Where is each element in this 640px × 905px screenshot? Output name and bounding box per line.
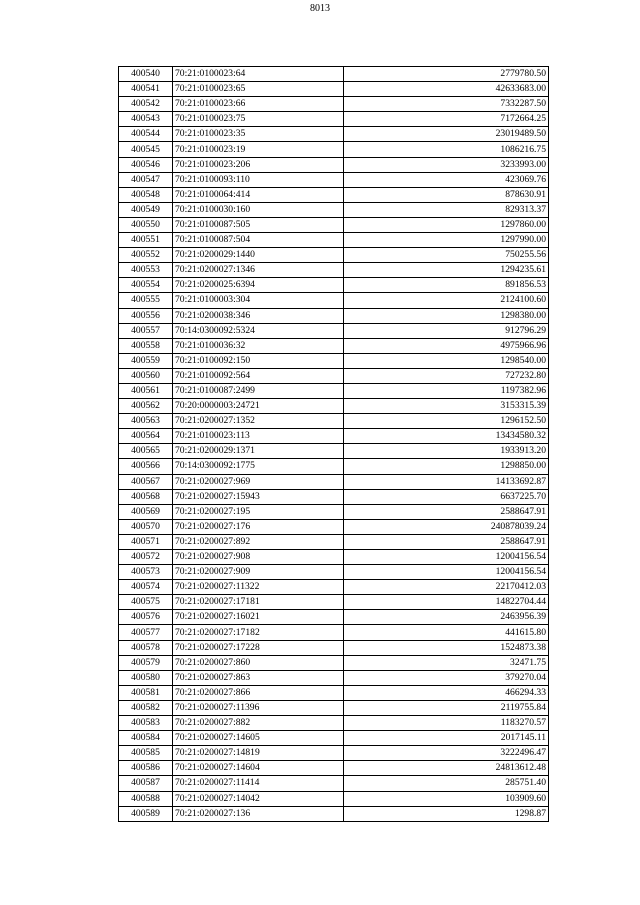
row-number-cell: 400558 <box>119 338 173 353</box>
cadastral-number-cell: 70:21:0100023:113 <box>173 429 344 444</box>
table-row <box>119 97 549 112</box>
value-cell: 22170412.03 <box>344 580 549 595</box>
cadastral-number-cell: 70:21:0100064:414 <box>173 187 344 202</box>
table-row <box>119 429 549 444</box>
cadastral-number-cell: 70:21:0200027:136 <box>173 806 344 821</box>
cadastral-number-cell: 70:21:0100092:150 <box>173 353 344 368</box>
table-row <box>119 655 549 670</box>
value-cell: 42633683.00 <box>344 82 549 97</box>
row-number-cell: 400547 <box>119 172 173 187</box>
value-cell: 1298380.00 <box>344 308 549 323</box>
table-row <box>119 263 549 278</box>
cadastral-number-cell: 70:21:0200027:14605 <box>173 731 344 746</box>
value-cell: 829313.37 <box>344 202 549 217</box>
row-number-cell: 400568 <box>119 489 173 504</box>
cadastral-number-cell: 70:21:0200027:11396 <box>173 700 344 715</box>
row-number-cell: 400587 <box>119 776 173 791</box>
cadastral-number-cell: 70:21:0200027:11322 <box>173 580 344 595</box>
cadastral-number-cell: 70:21:0100023:65 <box>173 82 344 97</box>
row-number-cell: 400549 <box>119 202 173 217</box>
table-row <box>119 595 549 610</box>
cadastral-number-cell: 70:21:0200025:6394 <box>173 278 344 293</box>
value-cell: 2463956.39 <box>344 610 549 625</box>
row-number-cell: 400581 <box>119 685 173 700</box>
value-cell: 1294235.61 <box>344 263 549 278</box>
table-row <box>119 791 549 806</box>
row-number-cell: 400570 <box>119 519 173 534</box>
table-row <box>119 519 549 534</box>
row-number-cell: 400588 <box>119 791 173 806</box>
table-row <box>119 504 549 519</box>
row-number-cell: 400554 <box>119 278 173 293</box>
row-number-cell: 400567 <box>119 474 173 489</box>
cadastral-number-cell: 70:21:0200027:863 <box>173 670 344 685</box>
cadastral-number-cell: 70:21:0200027:176 <box>173 519 344 534</box>
cadastral-number-cell: 70:14:0300092:5324 <box>173 323 344 338</box>
table-row <box>119 233 549 248</box>
table-row <box>119 550 549 565</box>
table-row <box>119 338 549 353</box>
value-cell: 3222496.47 <box>344 746 549 761</box>
value-cell: 240878039.24 <box>344 519 549 534</box>
table-row <box>119 700 549 715</box>
row-number-cell: 400561 <box>119 383 173 398</box>
cadastral-number-cell: 70:21:0200027:11414 <box>173 776 344 791</box>
table-row <box>119 82 549 97</box>
table-row <box>119 67 549 82</box>
row-number-cell: 400584 <box>119 731 173 746</box>
row-number-cell: 400548 <box>119 187 173 202</box>
cadastral-number-cell: 70:21:0200027:14819 <box>173 746 344 761</box>
table-row <box>119 474 549 489</box>
cadastral-number-cell: 70:21:0100023:66 <box>173 97 344 112</box>
value-cell: 1298.87 <box>344 806 549 821</box>
row-number-cell: 400540 <box>119 67 173 82</box>
row-number-cell: 400575 <box>119 595 173 610</box>
cadastral-number-cell: 70:20:0000003:24721 <box>173 399 344 414</box>
cadastral-number-cell: 70:21:0200027:1346 <box>173 263 344 278</box>
value-cell: 912796.29 <box>344 323 549 338</box>
cadastral-number-cell: 70:21:0100093:110 <box>173 172 344 187</box>
table-row <box>119 670 549 685</box>
cadastral-number-cell: 70:21:0100023:64 <box>173 67 344 82</box>
table-row <box>119 323 549 338</box>
row-number-cell: 400589 <box>119 806 173 821</box>
value-cell: 32471.75 <box>344 655 549 670</box>
value-cell: 441615.80 <box>344 625 549 640</box>
cadastral-number-cell: 70:21:0100087:505 <box>173 217 344 232</box>
table-row <box>119 368 549 383</box>
cadastral-value-table <box>118 66 549 822</box>
value-cell: 1296152.50 <box>344 414 549 429</box>
cadastral-number-cell: 70:21:0200027:17228 <box>173 640 344 655</box>
cadastral-number-cell: 70:21:0100030:160 <box>173 202 344 217</box>
cadastral-number-cell: 70:21:0200027:195 <box>173 504 344 519</box>
row-number-cell: 400543 <box>119 112 173 127</box>
cadastral-number-cell: 70:21:0200027:17181 <box>173 595 344 610</box>
value-cell: 1086216.75 <box>344 142 549 157</box>
value-cell: 2588647.91 <box>344 534 549 549</box>
row-number-cell: 400546 <box>119 157 173 172</box>
table-row <box>119 565 549 580</box>
row-number-cell: 400583 <box>119 716 173 731</box>
value-cell: 750255.56 <box>344 248 549 263</box>
table-row <box>119 731 549 746</box>
row-number-cell: 400569 <box>119 504 173 519</box>
value-cell: 2588647.91 <box>344 504 549 519</box>
row-number-cell: 400563 <box>119 414 173 429</box>
table-row <box>119 414 549 429</box>
table-row <box>119 610 549 625</box>
value-cell: 466294.33 <box>344 685 549 700</box>
row-number-cell: 400579 <box>119 655 173 670</box>
cadastral-number-cell: 70:21:0200029:1440 <box>173 248 344 263</box>
row-number-cell: 400572 <box>119 550 173 565</box>
row-number-cell: 400559 <box>119 353 173 368</box>
cadastral-number-cell: 70:21:0100023:35 <box>173 127 344 142</box>
row-number-cell: 400553 <box>119 263 173 278</box>
value-cell: 285751.40 <box>344 776 549 791</box>
value-cell: 6637225.70 <box>344 489 549 504</box>
table-row <box>119 308 549 323</box>
value-cell: 2124100.60 <box>344 293 549 308</box>
value-cell: 7172664.25 <box>344 112 549 127</box>
cadastral-number-cell: 70:21:0200027:860 <box>173 655 344 670</box>
row-number-cell: 400571 <box>119 534 173 549</box>
table-row <box>119 248 549 263</box>
value-cell: 1524873.38 <box>344 640 549 655</box>
cadastral-number-cell: 70:21:0200027:14042 <box>173 791 344 806</box>
cadastral-number-cell: 70:21:0100023:206 <box>173 157 344 172</box>
value-cell: 878630.91 <box>344 187 549 202</box>
table-row <box>119 716 549 731</box>
table-row <box>119 534 549 549</box>
table-row <box>119 459 549 474</box>
table-row <box>119 142 549 157</box>
row-number-cell: 400566 <box>119 459 173 474</box>
row-number-cell: 400552 <box>119 248 173 263</box>
value-cell: 727232.80 <box>344 368 549 383</box>
row-number-cell: 400545 <box>119 142 173 157</box>
value-cell: 1183270.57 <box>344 716 549 731</box>
cadastral-number-cell: 70:21:0100087:2499 <box>173 383 344 398</box>
table-row <box>119 444 549 459</box>
cadastral-number-cell: 70:21:0100092:564 <box>173 368 344 383</box>
row-number-cell: 400542 <box>119 97 173 112</box>
table-row <box>119 685 549 700</box>
table-row <box>119 489 549 504</box>
table-row <box>119 293 549 308</box>
table-row <box>119 127 549 142</box>
table-row <box>119 217 549 232</box>
row-number-cell: 400556 <box>119 308 173 323</box>
row-number-cell: 400560 <box>119 368 173 383</box>
value-cell: 3153315.39 <box>344 399 549 414</box>
row-number-cell: 400586 <box>119 761 173 776</box>
row-number-cell: 400544 <box>119 127 173 142</box>
cadastral-number-cell: 70:21:0200027:15943 <box>173 489 344 504</box>
row-number-cell: 400585 <box>119 746 173 761</box>
cadastral-number-cell: 70:21:0200027:866 <box>173 685 344 700</box>
value-cell: 7332287.50 <box>344 97 549 112</box>
row-number-cell: 400578 <box>119 640 173 655</box>
value-cell: 1297860.00 <box>344 217 549 232</box>
cadastral-number-cell: 70:21:0200027:882 <box>173 716 344 731</box>
table-row <box>119 625 549 640</box>
row-number-cell: 400541 <box>119 82 173 97</box>
value-cell: 891856.53 <box>344 278 549 293</box>
table-row <box>119 806 549 821</box>
value-cell: 103909.60 <box>344 791 549 806</box>
row-number-cell: 400557 <box>119 323 173 338</box>
cadastral-number-cell: 70:21:0200027:14604 <box>173 761 344 776</box>
table-row <box>119 157 549 172</box>
value-cell: 24813612.48 <box>344 761 549 776</box>
value-cell: 23019489.50 <box>344 127 549 142</box>
cadastral-number-cell: 70:21:0100003:304 <box>173 293 344 308</box>
cadastral-number-cell: 70:21:0200027:1352 <box>173 414 344 429</box>
table-row <box>119 746 549 761</box>
cadastral-number-cell: 70:14:0300092:1775 <box>173 459 344 474</box>
cadastral-number-cell: 70:21:0200027:892 <box>173 534 344 549</box>
cadastral-number-cell: 70:21:0200027:16021 <box>173 610 344 625</box>
value-cell: 13434580.32 <box>344 429 549 444</box>
value-cell: 1297990.00 <box>344 233 549 248</box>
cadastral-number-cell: 70:21:0200038:346 <box>173 308 344 323</box>
table-row <box>119 353 549 368</box>
row-number-cell: 400576 <box>119 610 173 625</box>
row-number-cell: 400580 <box>119 670 173 685</box>
value-cell: 2779780.50 <box>344 67 549 82</box>
table-row <box>119 172 549 187</box>
row-number-cell: 400574 <box>119 580 173 595</box>
cadastral-number-cell: 70:21:0200027:17182 <box>173 625 344 640</box>
table-row <box>119 202 549 217</box>
table-row <box>119 761 549 776</box>
table-row <box>119 278 549 293</box>
value-cell: 2119755.84 <box>344 700 549 715</box>
row-number-cell: 400550 <box>119 217 173 232</box>
value-cell: 1298540.00 <box>344 353 549 368</box>
row-number-cell: 400573 <box>119 565 173 580</box>
table-row <box>119 640 549 655</box>
cadastral-number-cell: 70:21:0200027:908 <box>173 550 344 565</box>
cadastral-number-cell: 70:21:0200027:909 <box>173 565 344 580</box>
value-cell: 3233993.00 <box>344 157 549 172</box>
cadastral-number-cell: 70:21:0200029:1371 <box>173 444 344 459</box>
cadastral-number-cell: 70:21:0100036:32 <box>173 338 344 353</box>
value-cell: 423069.76 <box>344 172 549 187</box>
cadastral-number-cell: 70:21:0200027:969 <box>173 474 344 489</box>
value-cell: 1933913.20 <box>344 444 549 459</box>
cadastral-number-cell: 70:21:0100023:19 <box>173 142 344 157</box>
row-number-cell: 400565 <box>119 444 173 459</box>
row-number-cell: 400562 <box>119 399 173 414</box>
row-number-cell: 400564 <box>119 429 173 444</box>
table-row <box>119 383 549 398</box>
value-cell: 14822704.44 <box>344 595 549 610</box>
value-cell: 12004156.54 <box>344 550 549 565</box>
value-cell: 1197382.96 <box>344 383 549 398</box>
value-cell: 2017145.11 <box>344 731 549 746</box>
row-number-cell: 400551 <box>119 233 173 248</box>
value-cell: 14133692.87 <box>344 474 549 489</box>
table-body <box>119 67 549 822</box>
cadastral-number-cell: 70:21:0100087:504 <box>173 233 344 248</box>
row-number-cell: 400577 <box>119 625 173 640</box>
value-cell: 1298850.00 <box>344 459 549 474</box>
table-row <box>119 580 549 595</box>
page-number: 8013 <box>310 3 330 14</box>
table-row <box>119 776 549 791</box>
row-number-cell: 400555 <box>119 293 173 308</box>
row-number-cell: 400582 <box>119 700 173 715</box>
table-row <box>119 399 549 414</box>
value-cell: 4975966.96 <box>344 338 549 353</box>
table-row <box>119 112 549 127</box>
value-cell: 379270.04 <box>344 670 549 685</box>
value-cell: 12004156.54 <box>344 565 549 580</box>
cadastral-number-cell: 70:21:0100023:75 <box>173 112 344 127</box>
table-row <box>119 187 549 202</box>
